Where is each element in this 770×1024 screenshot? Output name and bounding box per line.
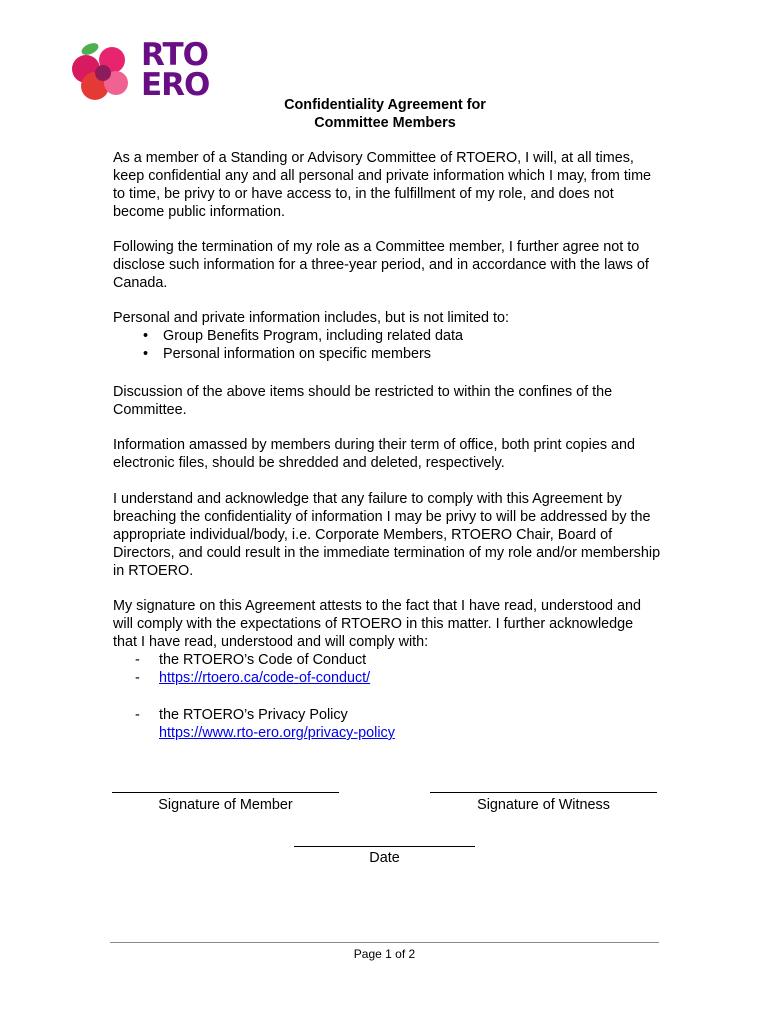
- witness-signature-line[interactable]: [430, 792, 657, 793]
- list-item: [113, 724, 653, 742]
- paragraph-signature-attestation: My signature on this Agreement attests to the fact that I have read, understood and will comply with the expectations of RTOERO in this matter. I further acknowledge that I have read, understood and will comply with:: [113, 598, 641, 650]
- list-item: [113, 706, 653, 724]
- page-number: Page 1 of 2: [353, 947, 416, 961]
- privacy-policy-title: the RTOERO’s Privacy Policy: [159, 707, 348, 723]
- list-item: [113, 327, 653, 345]
- date-line[interactable]: [294, 846, 475, 847]
- list-item: [113, 345, 653, 363]
- list-item: [113, 651, 653, 669]
- privacy-policy-item: [113, 706, 653, 742]
- bullet-icon: •: [143, 346, 149, 362]
- list-item-text: Group Benefits Program, including related data: [163, 328, 463, 344]
- dash-icon: -: [135, 670, 140, 686]
- code-of-conduct-item: [113, 651, 653, 687]
- information-list: [113, 327, 653, 363]
- logo-line-1: RTO: [141, 37, 208, 73]
- logo-wordmark: [141, 37, 210, 103]
- list-item-text: Personal information on specific members: [163, 346, 431, 362]
- paragraph-acknowledgement: I understand and acknowledge that any failure to comply with this Agreement by breaching the confidentiality of information I may be privy to will be addressed by the appropriate individual/body, i.e. Corporate Members, RTOERO Chair, Board of Directors, and could result in the immediate termination of my role and/or membership in RTOERO.: [113, 491, 661, 579]
- paragraph-includes: Personal and private information includes, but is not limited to:: [113, 310, 509, 326]
- member-signature-line[interactable]: [112, 792, 339, 793]
- title-line-1: Confidentiality Agreement for: [284, 97, 486, 113]
- list-item: [113, 669, 653, 687]
- paragraph-termination: Following the termination of my role as a Committee member, I further agree not to disclose such information for a three-year period, and in accordance with the laws of Canada.: [113, 239, 649, 291]
- date-label: Date: [369, 850, 400, 866]
- paragraph-discussion: Discussion of the above items should be restricted to within the confines of the Committee.: [113, 384, 613, 418]
- page-title: [110, 96, 660, 132]
- code-of-conduct-link[interactable]: https://rtoero.ca/code-of-conduct/: [159, 670, 371, 686]
- bullet-icon: •: [143, 328, 149, 344]
- code-of-conduct-title: the RTOERO’s Code of Conduct: [159, 652, 367, 668]
- member-signature-label: Signature of Member: [158, 797, 293, 813]
- dash-icon: -: [135, 707, 140, 723]
- privacy-policy-link[interactable]: https://www.rto-ero.org/privacy-policy: [159, 725, 395, 741]
- dash-icon: -: [135, 652, 140, 668]
- paragraph-information: Information amassed by members during their term of office, both print copies and electronic files, should be shredded and deleted, respectively.: [113, 437, 636, 471]
- logo-line-2: ERO: [141, 67, 210, 103]
- paragraph-commitment: As a member of a Standing or Advisory Committee of RTOERO, I will, at all times, keep confidential any and all personal and private information which I may, from time to time, be privy to or have access to, in the fulfillment of my role, and does not become public information.: [113, 150, 652, 220]
- witness-signature-label: Signature of Witness: [477, 797, 610, 813]
- footer-divider: [110, 942, 659, 943]
- title-line-2: Committee Members: [314, 115, 456, 131]
